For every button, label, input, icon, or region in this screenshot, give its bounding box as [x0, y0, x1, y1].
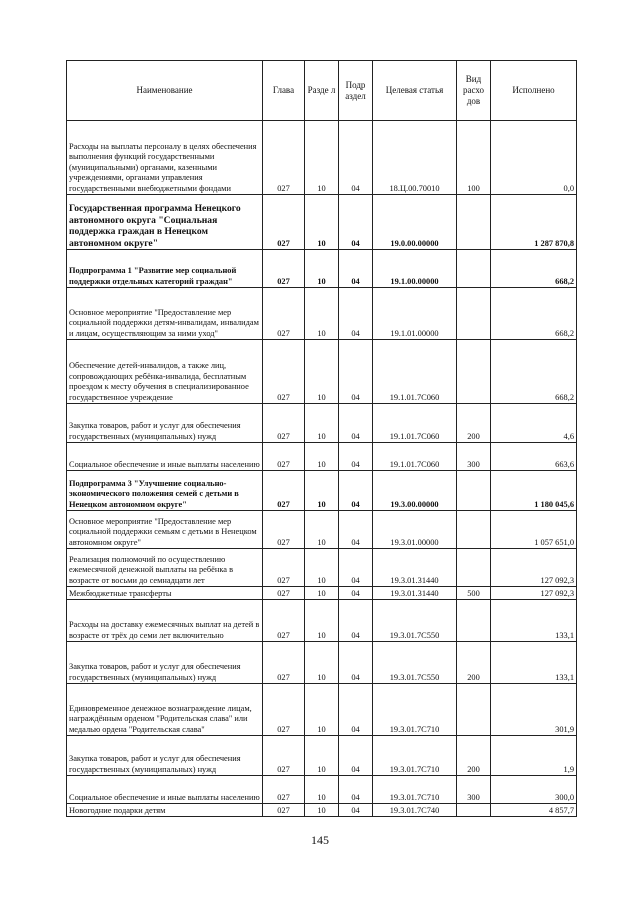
cell-chapter: 027	[263, 288, 305, 340]
cell-name: Подпрограмма 3 "Улучшение социально-экономического положения семей с детьми в Ненецком автономном округе"	[67, 471, 263, 511]
cell-name: Закупка товаров, работ и услуг для обеспечения государственных (муниципальных) нужд	[67, 404, 263, 443]
cell-chapter: 027	[263, 443, 305, 471]
table-row	[67, 511, 577, 549]
cell-subsection: 04	[339, 684, 373, 736]
cell-executed: 4 857,7	[491, 804, 577, 817]
cell-section: 10	[305, 250, 339, 288]
table-row	[67, 804, 577, 817]
cell-subsection: 04	[339, 511, 373, 549]
cell-executed: 133,1	[491, 642, 577, 684]
cell-expense-type	[457, 600, 491, 642]
header-target: Целевая статья	[373, 61, 457, 121]
cell-target: 19.3.01.7С550	[373, 642, 457, 684]
cell-chapter: 027	[263, 587, 305, 600]
cell-section: 10	[305, 549, 339, 587]
cell-name: Единовременное денежное вознаграждение лицам, награждённым орденом "Родительская слава" или медалью ордена "Родительская слава"	[67, 684, 263, 736]
cell-expense-type	[457, 340, 491, 404]
cell-subsection: 04	[339, 776, 373, 804]
header-expense-type: Вид расхо дов	[457, 61, 491, 121]
cell-target: 19.1.01.7С060	[373, 340, 457, 404]
table-row	[67, 443, 577, 471]
cell-target: 19.1.01.7С060	[373, 443, 457, 471]
cell-name: Государственная программа Ненецкого автономного округа "Социальная поддержка граждан в Ненецком автономном округе"	[67, 195, 263, 250]
cell-name: Основное мероприятие "Предоставление мер социальной поддержки детям-инвалидам, инвалидам и лицам, осуществляющим за ними уход"	[67, 288, 263, 340]
header-executed: Исполнено	[491, 61, 577, 121]
cell-section: 10	[305, 684, 339, 736]
cell-target: 19.3.01.31440	[373, 587, 457, 600]
cell-section: 10	[305, 600, 339, 642]
table-row	[67, 642, 577, 684]
cell-executed: 1 287 870,8	[491, 195, 577, 250]
cell-target: 19.3.00.00000	[373, 471, 457, 511]
cell-executed: 1 057 651,0	[491, 511, 577, 549]
cell-chapter: 027	[263, 684, 305, 736]
cell-target: 19.3.01.7С740	[373, 804, 457, 817]
cell-executed: 1 180 045,6	[491, 471, 577, 511]
table-row	[67, 250, 577, 288]
table-row	[67, 404, 577, 443]
header-chapter: Глава	[263, 61, 305, 121]
cell-subsection: 04	[339, 549, 373, 587]
cell-expense-type	[457, 511, 491, 549]
cell-subsection: 04	[339, 121, 373, 195]
cell-section: 10	[305, 511, 339, 549]
cell-name: Межбюджетные трансферты	[67, 587, 263, 600]
cell-target: 19.1.01.7С060	[373, 404, 457, 443]
cell-executed: 668,2	[491, 250, 577, 288]
table-row	[67, 549, 577, 587]
table-row	[67, 776, 577, 804]
header-section: Разде л	[305, 61, 339, 121]
cell-chapter: 027	[263, 471, 305, 511]
page-number: 145	[311, 833, 329, 847]
cell-target: 19.3.01.31440	[373, 549, 457, 587]
cell-name: Обеспечение детей-инвалидов, а также лиц, сопровождающих ребёнка-инвалида, бесплатным проездом к месту обучения в специализированное государственное учреждение	[67, 340, 263, 404]
cell-target: 19.3.01.7С550	[373, 600, 457, 642]
cell-target: 19.1.00.00000	[373, 250, 457, 288]
cell-executed: 127 092,3	[491, 549, 577, 587]
table-row	[67, 288, 577, 340]
cell-subsection: 04	[339, 600, 373, 642]
header-name: Наименование	[67, 61, 263, 121]
cell-subsection: 04	[339, 288, 373, 340]
cell-expense-type: 500	[457, 587, 491, 600]
cell-expense-type: 200	[457, 736, 491, 776]
cell-subsection: 04	[339, 736, 373, 776]
cell-section: 10	[305, 404, 339, 443]
cell-executed: 127 092,3	[491, 587, 577, 600]
cell-expense-type: 200	[457, 404, 491, 443]
cell-chapter: 027	[263, 736, 305, 776]
cell-expense-type: 300	[457, 443, 491, 471]
cell-subsection: 04	[339, 404, 373, 443]
cell-executed: 0,0	[491, 121, 577, 195]
cell-subsection: 04	[339, 195, 373, 250]
cell-section: 10	[305, 195, 339, 250]
table-row	[67, 736, 577, 776]
cell-expense-type: 100	[457, 121, 491, 195]
cell-subsection: 04	[339, 250, 373, 288]
cell-chapter: 027	[263, 340, 305, 404]
cell-name: Социальное обеспечение и иные выплаты населению	[67, 776, 263, 804]
cell-expense-type: 200	[457, 642, 491, 684]
cell-chapter: 027	[263, 804, 305, 817]
cell-expense-type	[457, 250, 491, 288]
cell-expense-type	[457, 288, 491, 340]
cell-name: Закупка товаров, работ и услуг для обеспечения государственных (муниципальных) нужд	[67, 642, 263, 684]
cell-chapter: 027	[263, 511, 305, 549]
cell-target: 19.3.01.7С710	[373, 776, 457, 804]
table-row	[67, 684, 577, 736]
cell-section: 10	[305, 776, 339, 804]
cell-chapter: 027	[263, 549, 305, 587]
cell-expense-type: 300	[457, 776, 491, 804]
cell-name: Новогодние подарки детям	[67, 804, 263, 817]
cell-executed: 4,6	[491, 404, 577, 443]
cell-executed: 663,6	[491, 443, 577, 471]
cell-target: 19.1.01.00000	[373, 288, 457, 340]
cell-target: 18.Ц.00.70010	[373, 121, 457, 195]
cell-chapter: 027	[263, 776, 305, 804]
cell-expense-type	[457, 471, 491, 511]
cell-expense-type	[457, 195, 491, 250]
cell-expense-type	[457, 684, 491, 736]
cell-target: 19.3.01.7С710	[373, 736, 457, 776]
cell-subsection: 04	[339, 587, 373, 600]
cell-section: 10	[305, 288, 339, 340]
cell-section: 10	[305, 587, 339, 600]
cell-executed: 668,2	[491, 288, 577, 340]
cell-chapter: 027	[263, 121, 305, 195]
table-header-row	[67, 61, 577, 121]
table-row	[67, 121, 577, 195]
cell-executed: 301,9	[491, 684, 577, 736]
cell-name: Подпрограмма 1 "Развитие мер социальной поддержки отдельных категорий граждан"	[67, 250, 263, 288]
cell-subsection: 04	[339, 471, 373, 511]
cell-executed: 1,9	[491, 736, 577, 776]
cell-name: Расходы на выплаты персоналу в целях обеспечения выполнения функций государственными (муниципальными) органами, казенными учреждениями, органами управления государственными внебюджетными фондами	[67, 121, 263, 195]
cell-name: Реализация полномочий по осуществлению ежемесячной денежной выплаты на ребёнка в возрасте от восьми до семнадцати лет	[67, 549, 263, 587]
cell-chapter: 027	[263, 250, 305, 288]
cell-section: 10	[305, 443, 339, 471]
cell-name: Закупка товаров, работ и услуг для обеспечения государственных (муниципальных) нужд	[67, 736, 263, 776]
cell-chapter: 027	[263, 600, 305, 642]
cell-subsection: 04	[339, 340, 373, 404]
table-row	[67, 195, 577, 250]
cell-name: Социальное обеспечение и иные выплаты населению	[67, 443, 263, 471]
cell-target: 19.3.01.7С710	[373, 684, 457, 736]
cell-subsection: 04	[339, 642, 373, 684]
cell-chapter: 027	[263, 642, 305, 684]
cell-expense-type	[457, 804, 491, 817]
table-row	[67, 587, 577, 600]
cell-target: 19.3.01.00000	[373, 511, 457, 549]
cell-subsection: 04	[339, 804, 373, 817]
cell-expense-type	[457, 549, 491, 587]
table-row	[67, 600, 577, 642]
budget-table	[66, 60, 577, 817]
table-row	[67, 471, 577, 511]
cell-name: Расходы на доставку ежемесячных выплат на детей в возрасте от трёх до семи лет включительно	[67, 600, 263, 642]
cell-executed: 668,2	[491, 340, 577, 404]
cell-subsection: 04	[339, 443, 373, 471]
cell-section: 10	[305, 340, 339, 404]
header-subsection: Подр аздел	[339, 61, 373, 121]
cell-executed: 133,1	[491, 600, 577, 642]
table-row	[67, 340, 577, 404]
cell-section: 10	[305, 736, 339, 776]
cell-target: 19.0.00.00000	[373, 195, 457, 250]
cell-section: 10	[305, 121, 339, 195]
cell-section: 10	[305, 471, 339, 511]
cell-section: 10	[305, 804, 339, 817]
cell-executed: 300,0	[491, 776, 577, 804]
cell-chapter: 027	[263, 404, 305, 443]
cell-section: 10	[305, 642, 339, 684]
cell-name: Основное мероприятие "Предоставление мер социальной поддержки семьям с детьми в Ненецком автономном округе"	[67, 511, 263, 549]
cell-chapter: 027	[263, 195, 305, 250]
